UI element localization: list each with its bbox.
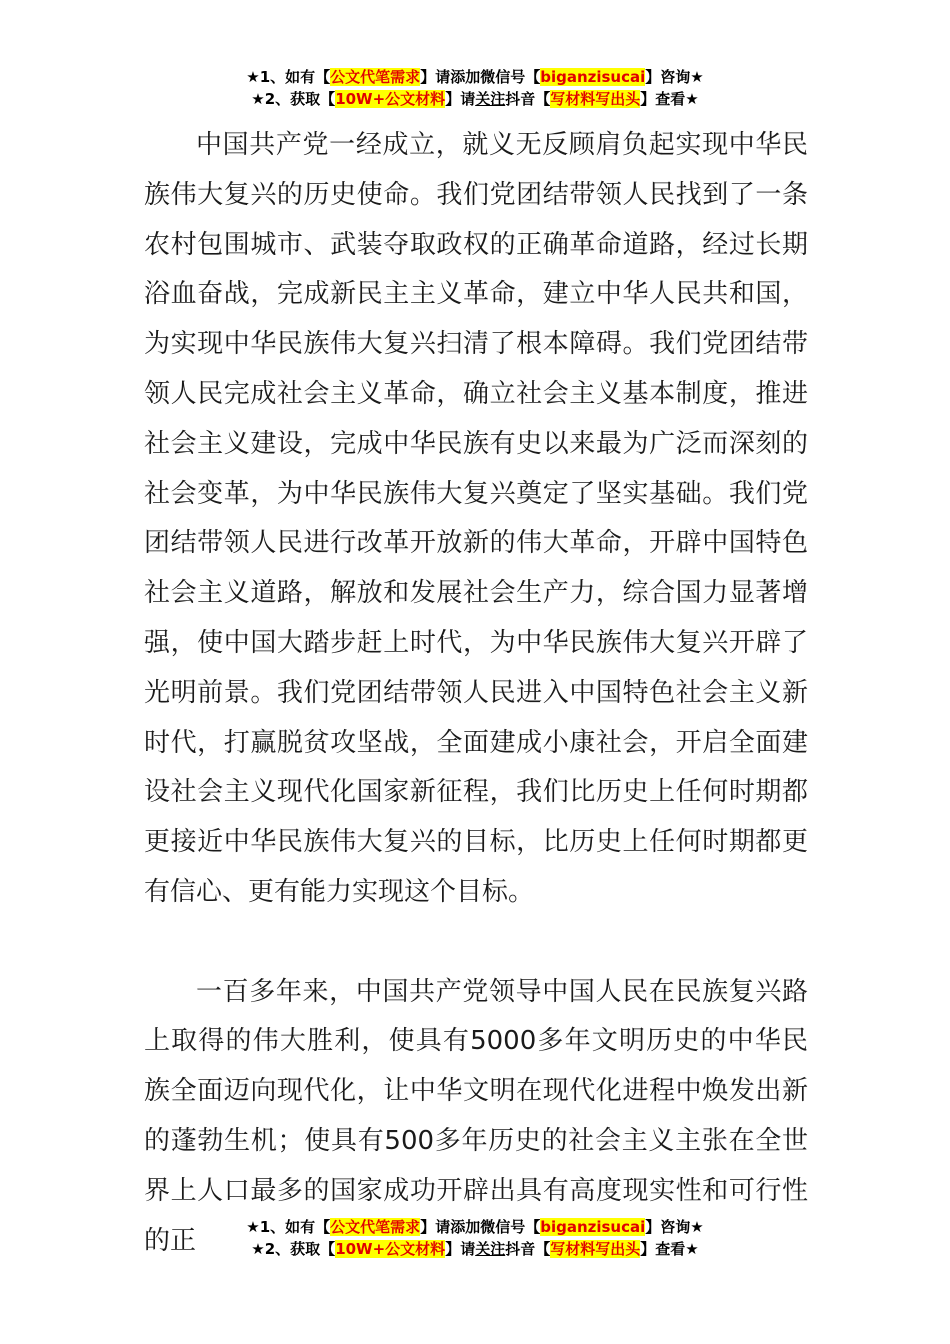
footer-highlight-materials: 10W+公文材料 xyxy=(335,1240,446,1258)
article-paragraph-2: 一百多年来，中国共产党领导中国人民在民族复兴路上取得的伟大胜利，使具有5000多年文明历史的中华民族全面迈向现代化，让中华文明在现代化进程中焕发出新的蓬勃生机；使具有500多年历史的社会主义主张在全世界上人口最多的国家成功开辟出具有高度现实性和可行性的正 xyxy=(144,976,808,1256)
footer-highlight-service: 公文代笔需求 xyxy=(330,1218,421,1236)
banner-highlight-materials: 10W+公文材料 xyxy=(335,90,446,108)
footer-highlight-wechat-id: biganzisucai xyxy=(540,1218,646,1236)
footer-line-2-prefix: ★2、获取【 xyxy=(251,1240,336,1258)
banner-line-1 xyxy=(0,66,950,88)
banner-line-1-suffix: 】咨询★ xyxy=(645,68,704,86)
footer-highlight-douyin-account: 写材料写出头 xyxy=(550,1240,641,1258)
article-body xyxy=(144,121,808,1266)
banner-line-2-middle-a: 】请 xyxy=(445,90,476,108)
footer-banner-line-2 xyxy=(0,1238,950,1260)
footer-banner xyxy=(0,1216,950,1260)
footer-line-2-middle-b: 抖音【 xyxy=(505,1240,551,1258)
banner-line-2-middle-b: 抖音【 xyxy=(505,90,551,108)
banner-highlight-douyin-account: 写材料写出头 xyxy=(550,90,641,108)
paragraph-spacer xyxy=(144,918,808,968)
banner-highlight-service: 公文代笔需求 xyxy=(330,68,421,86)
header-banner xyxy=(0,66,950,110)
banner-line-2-suffix: 】查看★ xyxy=(640,90,699,108)
footer-line-1-prefix: ★1、如有【 xyxy=(246,1218,331,1236)
footer-line-1-suffix: 】咨询★ xyxy=(645,1218,704,1236)
banner-line-1-middle: 】请添加微信号【 xyxy=(420,68,541,86)
footer-underlined-follow: 关注 xyxy=(475,1240,506,1258)
banner-underlined-follow: 关注 xyxy=(475,90,506,108)
article-paragraph-1: 中国共产党一经成立，就义无反顾肩负起实现中华民族伟大复兴的历史使命。我们党团结带领人民找到了一条农村包围城市、武装夺取政权的正确革命道路，经过长期浴血奋战，完成新民主主义革命，建立中华人民共和国，为实现中华民族伟大复兴扫清了根本障碍。我们党团结带领人民完成社会主义革命，确立社会主义基本制度，推进社会主义建设，完成中华民族有史以来最为广泛而深刻的社会变革，为中华民族伟大复兴奠定了坚实基础。我们党团结带领人民进行改革开放新的伟大革命，开辟中国特色社会主义道路，解放和发展社会生产力，综合国力显著增强，使中国大踏步赶上时代，为中华民族伟大复兴开辟了光明前景。我们党团结带领人民进入中国特色社会主义新时代，打赢脱贫攻坚战，全面建成小康社会，开启全面建设社会主义现代化国家新征程，我们比历史上任何时期都更接近中华民族伟大复兴的目标，比历史上任何时期都更有信心、更有能力实现这个目标。 xyxy=(144,130,808,907)
footer-line-2-middle-a: 】请 xyxy=(445,1240,476,1258)
banner-line-2-prefix: ★2、获取【 xyxy=(251,90,336,108)
banner-line-1-prefix: ★1、如有【 xyxy=(246,68,331,86)
footer-banner-line-1 xyxy=(0,1216,950,1238)
banner-line-2 xyxy=(0,88,950,110)
footer-line-2-suffix: 】查看★ xyxy=(640,1240,699,1258)
footer-line-1-middle: 】请添加微信号【 xyxy=(420,1218,541,1236)
banner-highlight-wechat-id: biganzisucai xyxy=(540,68,646,86)
